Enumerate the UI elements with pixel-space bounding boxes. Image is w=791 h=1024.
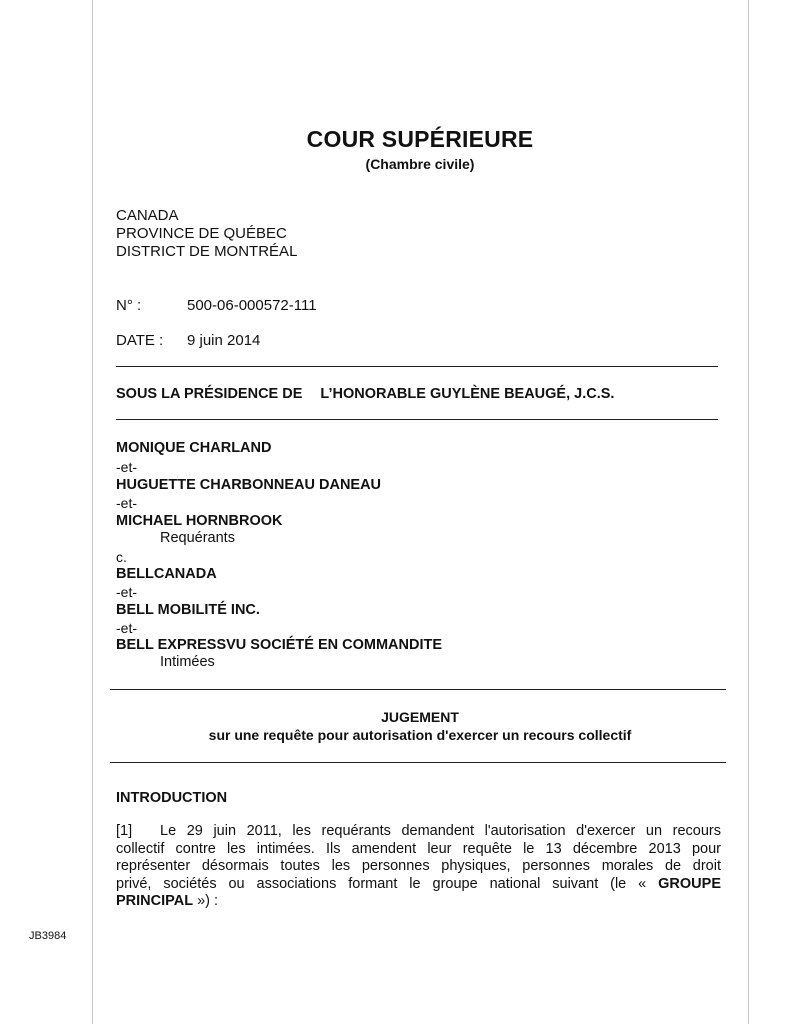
presidency-label: SOUS LA PRÉSIDENCE DE [116,386,303,402]
judgment-subtitle: sur une requête pour autorisation d'exercer un recours collectif [208,727,632,743]
conjunction-3: -et- [116,584,137,600]
paragraph-number: [1] [116,823,133,839]
respondents-role: Intimées [160,654,215,670]
paragraph-1-line-2: collectif contre les intimées. Ils amendent leur requête le 13 décembre 2013 pour [116,840,721,857]
defined-term-part-1: GROUPE [658,875,721,892]
respondent-3: BELL EXPRESSVU SOCIÉTÉ EN COMMANDITE [116,637,443,653]
location-country: CANADA [116,207,179,224]
applicants-role: Requérants [160,530,235,546]
right-margin-line [748,0,749,1024]
file-number-value: 500-06-000572-111 [187,297,317,314]
paragraph-1-line-4: privé, sociétés ou associations formant le groupe national suivant (le « GROUPE [116,875,721,892]
introduction-heading: INTRODUCTION [116,790,228,806]
judgment-title: JUGEMENT [381,709,459,725]
court-title: COUR SUPÉRIEURE [306,126,534,152]
paragraph-1-line-3: représenter désormais toutes les personnes physiques, personnes morales de droit [116,858,721,874]
rule-presidency [116,419,718,420]
applicant-3: MICHAEL HORNBROOK [116,513,283,529]
date-value: 9 juin 2014 [187,332,261,349]
rule-judgment-top [110,689,726,690]
versus: c. [116,549,127,565]
paragraph-1 [116,823,721,911]
conjunction-4: -et- [116,620,137,636]
presidency-line [116,386,614,402]
applicant-2: HUGUETTE CHARBONNEAU DANEAU [116,477,382,493]
defined-term-part-2: PRINCIPAL [116,893,194,909]
left-margin-line [92,0,93,1024]
location-province: PROVINCE DE QUÉBEC [116,225,287,242]
paragraph-1-line-1: [1] Le 29 juin 2011, les requérants demandent l'autorisation d'exercer un recours [116,823,721,839]
respondent-2: BELL MOBILITÉ INC. [116,602,260,618]
location-district: DISTRICT DE MONTRÉAL [116,243,298,260]
date-label: DATE : [116,332,164,349]
paragraph-1-line-5: PRINCIPAL ») : [116,893,219,909]
respondent-1: BELLCANADA [116,566,217,582]
court-chamber: (Chambre civile) [365,156,475,172]
margin-code: JB3984 [29,930,67,942]
file-number-label: N° : [116,297,142,314]
rule-top [116,366,718,367]
rule-judgment-bottom [110,762,726,763]
conjunction-2: -et- [116,495,137,511]
presidency-judge: L’HONORABLE GUYLÈNE BEAUGÉ, J.C.S. [320,386,615,402]
conjunction-1: -et- [116,459,137,475]
applicant-1: MONIQUE CHARLAND [116,440,272,456]
